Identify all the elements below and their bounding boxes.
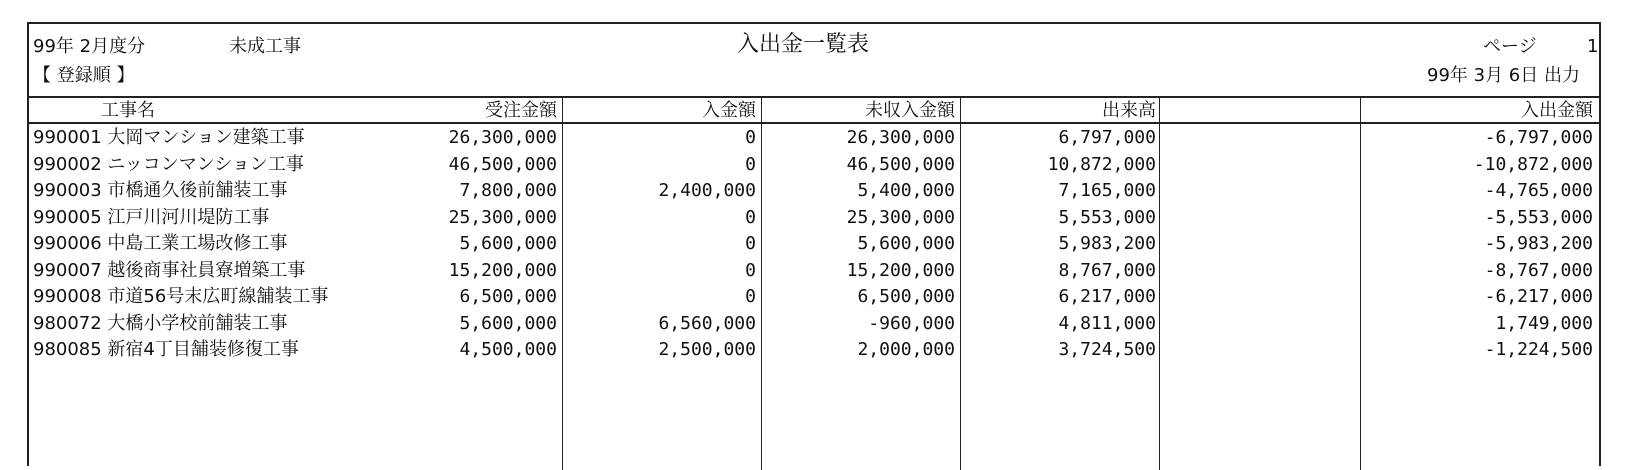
cell-unreceived-amount: 46,500,000	[846, 153, 955, 175]
cell-unreceived-amount: 15,200,000	[846, 259, 955, 281]
cell-received-amount: 0	[745, 206, 756, 228]
page-label: ページ	[1483, 36, 1537, 57]
cell-received-amount: 0	[745, 286, 756, 307]
cell-progress-amount: 5,553,000	[1058, 206, 1156, 228]
cell-project-name: 990005 江戸川河川堤防工事	[33, 206, 270, 228]
header-unreceived-amount: 未収入金額	[865, 100, 955, 121]
cell-unreceived-amount: -960,000	[868, 312, 955, 334]
header-project-name: 工事名	[101, 100, 155, 121]
cell-balance-amount: -5,553,000	[1484, 206, 1593, 228]
report-category: 未成工事	[229, 36, 301, 57]
cell-progress-amount: 7,165,000	[1058, 180, 1156, 201]
cell-received-amount: 0	[745, 127, 756, 148]
report-sheet	[27, 22, 1601, 466]
cell-project-name: 990002 ニッコンマンション工事	[33, 153, 304, 175]
table-row	[29, 310, 1599, 337]
cell-received-amount: 2,400,000	[658, 180, 756, 201]
header-balance-amount: 入出金額	[1521, 100, 1593, 121]
report-period: 99年 2月度分	[33, 36, 146, 57]
cell-unreceived-amount: 6,500,000	[857, 286, 955, 307]
cell-unreceived-amount: 25,300,000	[846, 206, 955, 228]
sort-order-label: 【 登録順 】	[33, 65, 135, 86]
cell-progress-amount: 4,811,000	[1058, 312, 1156, 334]
cell-received-amount: 2,500,000	[658, 339, 756, 360]
table-row	[29, 177, 1599, 204]
cell-project-name: 990007 越後商事社員寮増築工事	[33, 259, 306, 281]
data-table	[29, 96, 1599, 470]
cell-progress-amount: 3,724,500	[1058, 339, 1156, 360]
cell-order-amount: 15,200,000	[448, 259, 557, 281]
cell-project-name: 990008 市道56号末広町線舗装工事	[33, 286, 329, 307]
cell-received-amount: 6,560,000	[658, 312, 756, 334]
cell-balance-amount: -5,983,200	[1484, 233, 1593, 254]
cell-project-name: 990003 市橋通久後前舗装工事	[33, 180, 288, 201]
cell-unreceived-amount: 26,300,000	[846, 127, 955, 148]
cell-balance-amount: -6,217,000	[1484, 286, 1593, 307]
cell-progress-amount: 10,872,000	[1047, 153, 1156, 175]
cell-balance-amount: -6,797,000	[1484, 127, 1593, 148]
cell-progress-amount: 8,767,000	[1058, 259, 1156, 281]
cell-order-amount: 26,300,000	[448, 127, 557, 148]
cell-balance-amount: -4,765,000	[1484, 180, 1593, 201]
header-order-amount: 受注金額	[485, 100, 557, 121]
table-row	[29, 124, 1599, 151]
cell-balance-amount: -8,767,000	[1484, 259, 1593, 281]
cell-order-amount: 5,600,000	[459, 233, 557, 254]
cell-progress-amount: 6,797,000	[1058, 127, 1156, 148]
cell-progress-amount: 6,217,000	[1058, 286, 1156, 307]
cell-received-amount: 0	[745, 153, 756, 175]
cell-received-amount: 0	[745, 233, 756, 254]
cell-balance-amount: -10,872,000	[1473, 153, 1593, 175]
cell-order-amount: 7,800,000	[459, 180, 557, 201]
cell-progress-amount: 5,983,200	[1058, 233, 1156, 254]
cell-order-amount: 4,500,000	[459, 339, 557, 360]
cell-balance-amount: 1,749,000	[1495, 312, 1593, 334]
cell-project-name: 980085 新宿4丁目舗装修復工事	[33, 339, 299, 360]
cell-unreceived-amount: 5,600,000	[857, 233, 955, 254]
output-date: 99年 3月 6日 出力	[1427, 65, 1580, 86]
table-row	[29, 283, 1599, 310]
table-header-row	[29, 98, 1599, 124]
cell-project-name: 980072 大橋小学校前舗装工事	[33, 312, 288, 334]
cell-unreceived-amount: 2,000,000	[857, 339, 955, 360]
cell-project-name: 990001 大岡マンション建築工事	[33, 127, 305, 148]
cell-project-name: 990006 中島工業工場改修工事	[33, 233, 288, 254]
cell-order-amount: 6,500,000	[459, 286, 557, 307]
cell-order-amount: 5,600,000	[459, 312, 557, 334]
cell-received-amount: 0	[745, 259, 756, 281]
page-number: 1	[1587, 36, 1599, 57]
header-progress-amount: 出来高	[1102, 100, 1156, 121]
table-row	[29, 151, 1599, 178]
table-row	[29, 230, 1599, 257]
report-title: 入出金一覧表	[737, 32, 870, 57]
cell-balance-amount: -1,224,500	[1484, 339, 1593, 360]
table-row	[29, 204, 1599, 231]
table-row	[29, 336, 1599, 363]
cell-unreceived-amount: 5,400,000	[857, 180, 955, 201]
cell-order-amount: 46,500,000	[448, 153, 557, 175]
table-row	[29, 257, 1599, 284]
header-received-amount: 入金額	[702, 100, 756, 121]
cell-order-amount: 25,300,000	[448, 206, 557, 228]
